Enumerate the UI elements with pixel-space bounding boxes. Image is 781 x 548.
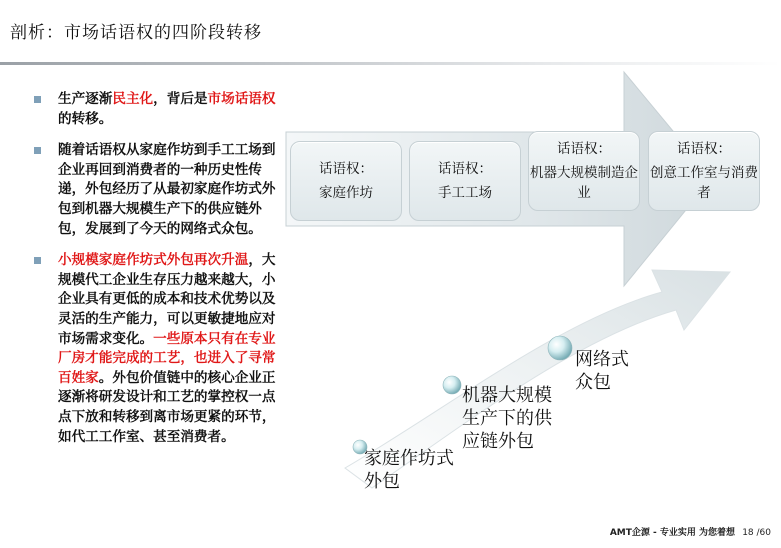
power-box-head: 话语权： <box>557 141 611 157</box>
footer-brand: AMT企源 - 专业实用 为您着想 <box>609 528 736 538</box>
power-box-body: 机器大规模制造企业 <box>530 165 638 201</box>
bullet-highlight-text: 市场话语权 <box>207 91 276 107</box>
bullet-highlight-text: 民主化 <box>112 91 154 107</box>
stage-label-2: 机器大规模生产下的供应链外包 <box>462 385 552 452</box>
stage-node-3-icon <box>548 336 572 360</box>
stage-label-1: 家庭作坊式外包 <box>364 448 454 492</box>
footer <box>610 525 771 538</box>
power-box-2 <box>409 141 521 221</box>
bullet-plain-text: ，背后是 <box>153 91 208 107</box>
page-number: 18 /60 <box>742 528 771 538</box>
power-box-head: 话语权： <box>677 141 731 157</box>
bullet-highlight-text: 一些原本只有在专业厂房才能完成的工艺，也进入了寻常百姓家 <box>58 330 276 386</box>
stage-node-2-icon <box>443 376 461 394</box>
bullet-plain-text: 的转移。 <box>58 110 113 127</box>
bullet-plain-text: 随着话语权从家庭作坊到手工工场到企业再回到消费者的一种历史性传递，外包经历了从最初家庭作坊式外包到机器大规模生产下的供应链外包，发展到了今天的网络式众包。 <box>58 142 276 237</box>
power-box-head: 话语权： <box>319 161 373 177</box>
stage-label-3: 网络式众包 <box>575 349 629 393</box>
page-title: 剖析：市场话语权的四阶段转移 <box>10 23 262 43</box>
bullet-plain-text: 生产逐渐 <box>58 91 113 107</box>
power-box-body: 创意工作室与消费者 <box>650 165 758 201</box>
power-box-4 <box>648 131 760 211</box>
power-box-head: 话语权： <box>438 161 492 177</box>
power-box-body: 手工工场 <box>438 185 492 201</box>
power-box-3 <box>528 131 640 211</box>
bullet-plain-text: ，大规模代工企业生存压力越来越大，小企业具有更低的成本和技术优势以及灵活的生产能力，可以更敏捷地应对市场需求变化。 <box>58 252 276 347</box>
power-box-body: 家庭作坊 <box>319 185 373 201</box>
bullet-highlight-text: 小规模家庭作坊式外包再次升温 <box>58 252 249 269</box>
power-box-1 <box>290 141 402 221</box>
bullet-plain-text: 。外包价值链中的核心企业正逐渐将研发设计和工艺的掌控权一点点下放和转移到离市场更紧的环节，如代工工作室、甚至消费者。 <box>58 369 276 445</box>
